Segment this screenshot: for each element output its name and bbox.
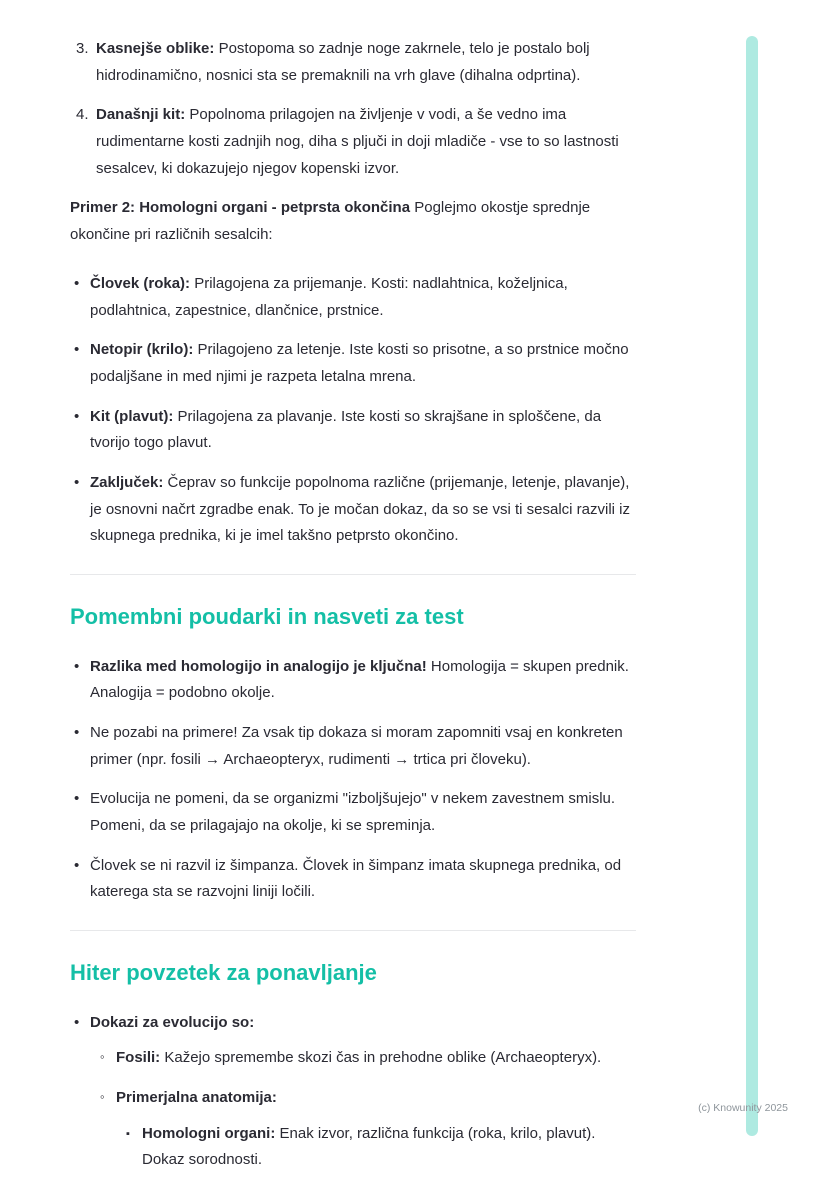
bullet-circle-icon	[96, 1045, 116, 1072]
bullet-item	[70, 654, 636, 707]
bold-lead: Fosili:	[116, 1049, 161, 1067]
body-text: Postopoma so zadnje noge zakrnele, telo je postalo bolj hidrodinamično, nosnici sta se premaknili na vrh glave (dihalna odprtina).	[96, 40, 590, 84]
bullet-icon	[70, 786, 90, 839]
numbered-item	[70, 102, 636, 182]
body-text: Čeprav so funkcije popolnoma različne (prijemanje, letenje, plavanje), je osnovni načrt zgradbe enak. To je močan dokaz, da so se vsi ti sesalci razvili iz skupnega prednika, ki je imel takšno petprsto okončino.	[90, 473, 630, 545]
section-divider	[70, 930, 636, 931]
page-footer: (c) Knowunity 2025	[698, 1102, 788, 1114]
body-text: Človek se ni razvil iz šimpanza. Človek in šimpanz imata skupnega prednika, od katerega sta se razvojni liniji ločili.	[90, 856, 622, 901]
bullet-item	[122, 1121, 636, 1174]
bold-lead: Homologni organi:	[142, 1124, 276, 1142]
bullet-item-text	[90, 271, 636, 324]
bullet-icon	[70, 720, 90, 773]
bullet-circle-icon	[96, 1085, 116, 1112]
bullet-item-text	[116, 1045, 636, 1072]
numbered-item	[70, 36, 636, 89]
bullet-item-text	[90, 337, 636, 390]
bold-lead: Zaključek:	[90, 473, 164, 491]
bullet-item-text	[116, 1085, 636, 1112]
list-number: 4.	[76, 106, 89, 124]
bullet-item	[70, 853, 636, 906]
bullet-icon	[70, 337, 90, 390]
body-text: Homologija = skupen prednik. Analogija = podobno okolje.	[90, 657, 629, 702]
section-heading-test: Pomembni poudarki in nasveti za test	[70, 604, 464, 629]
bold-lead: Človek (roka):	[90, 274, 191, 292]
bold-lead: Kit (plavut):	[90, 407, 174, 425]
bold-lead: Primerjalna anatomija:	[116, 1089, 277, 1107]
body-text: Ne pozabi na primere! Za vsak tip dokaza si moram zapomniti vsaj en konkreten primer (npr. fosili → Archaeopteryx, rudimenti → trtica pri človeku).	[90, 723, 623, 768]
numbered-item-text	[96, 102, 636, 182]
document-content	[70, 36, 636, 1187]
paragraph-primer2	[70, 195, 636, 248]
body-text: Kažejo spremembe skozi čas in prehodne oblike (Archaeopteryx).	[164, 1049, 602, 1067]
bullet-item-text	[90, 1010, 636, 1037]
numbered-item-text	[96, 36, 636, 89]
bullet-icon	[70, 271, 90, 324]
bullet-item	[70, 271, 636, 324]
bold-lead: Primer 2: Homologni organi - petprsta okončina	[70, 199, 411, 217]
bullet-item	[70, 786, 636, 839]
body-text: Prilagojeno za letenje. Iste kosti so prisotne, a so prstnice močno podaljšane in med njimi je razpeta letalna mrena.	[90, 341, 629, 385]
body-text: Evolucija ne pomeni, da se organizmi "izboljšujejo" v nekem zavestnem smislu. Pomeni, da se prilagajajo na okolje, ki se spreminja.	[90, 790, 616, 835]
bullet-icon	[70, 654, 90, 707]
accent-stripe	[746, 36, 758, 1136]
bullet-item-text	[90, 404, 636, 457]
bullet-item-text	[90, 470, 636, 550]
bullet-icon	[70, 853, 90, 906]
body-text: Popolnoma prilagojen na življenje v vodi, a še vedno ima rudimentarne kosti zadnjih nog, diha s pljuči in doji mladiče - vse to so lastnosti sesalcev, ki dokazujejo njegov kopenski izvor.	[96, 106, 619, 177]
bold-lead: Netopir (krilo):	[90, 341, 194, 359]
bold-lead: Kasnejše oblike:	[96, 40, 215, 57]
body-text: Prilagojena za prijemanje. Kosti: nadlahtnica, koželjnica, podlahtnica, zapestnice, dlančnice, prstnice.	[90, 274, 568, 319]
bullet-square-icon	[122, 1121, 142, 1174]
body-text: Enak izvor, različna funkcija (roka, krilo, plavut). Dokaz sorodnosti.	[142, 1124, 596, 1169]
bullet-item-text	[90, 853, 636, 906]
bullet-icon	[70, 1010, 90, 1037]
bullet-item	[96, 1085, 636, 1112]
bullet-icon	[70, 404, 90, 457]
bullet-item	[70, 1010, 636, 1037]
bullet-item-text	[90, 654, 636, 707]
bold-lead: Razlika med homologijo in analogijo je ključna!	[90, 657, 427, 675]
body-text: Poglejmo okostje sprednje okončine pri različnih sesalcih:	[70, 199, 591, 244]
bullet-icon	[70, 470, 90, 550]
bullet-item-text	[142, 1121, 636, 1174]
section-divider	[70, 574, 636, 575]
bullet-list	[70, 271, 636, 550]
bullet-item	[70, 470, 636, 550]
bullet-item-text	[90, 720, 636, 773]
bullet-item	[96, 1045, 636, 1072]
bullet-item	[70, 720, 636, 773]
bullet-item	[70, 404, 636, 457]
bullet-item	[70, 337, 636, 390]
bullet-item-text	[90, 786, 636, 839]
bold-lead: Današnji kit:	[96, 106, 186, 124]
body-text: Prilagojena za plavanje. Iste kosti so skrajšane in sploščene, da tvorijo togo plavut.	[90, 407, 602, 452]
bullet-list	[70, 654, 636, 907]
section-heading-summary: Hiter povzetek za ponavljanje	[70, 960, 377, 986]
bold-lead: Dokazi za evolucijo so:	[90, 1013, 255, 1031]
list-number: 3.	[76, 40, 89, 57]
nested-bullet-list	[70, 1010, 636, 1174]
